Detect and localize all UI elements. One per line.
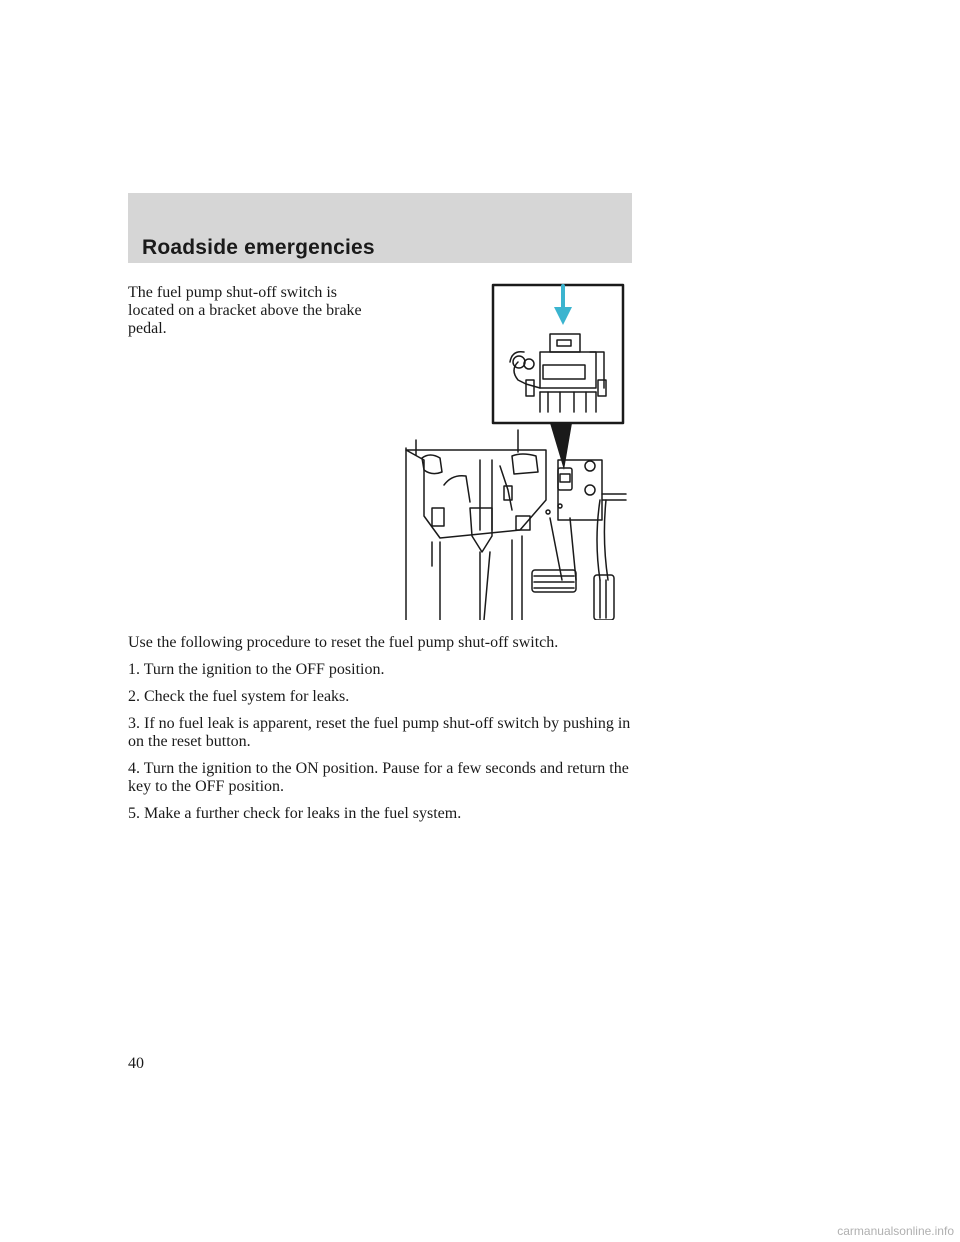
intro-paragraph: The fuel pump shut-off switch is located on a bracket above the brake pedal.	[128, 284, 362, 337]
procedure-lead: Use the following procedure to reset the fuel pump shut-off switch.	[128, 634, 559, 651]
procedure-step: 1. Turn the ignition to the OFF position.	[128, 661, 385, 678]
procedure-step: 5. Make a further check for leaks in the fuel system.	[128, 805, 462, 822]
procedure-step: 3. If no fuel leak is apparent, reset the fuel pump shut-off switch by pushing in on the reset button.	[128, 715, 631, 750]
watermark-text: carmanualsonline.info	[837, 1224, 954, 1238]
procedure-section	[128, 634, 638, 832]
procedure-step: 4. Turn the ignition to the ON position. Pause for a few seconds and return the key to the OFF position.	[128, 760, 629, 795]
fuel-pump-switch-figure	[400, 280, 630, 620]
fuel-pump-shutoff-switch-diagram-icon	[400, 280, 630, 620]
page-number: 40	[128, 1055, 144, 1072]
section-title: Roadside emergencies	[142, 236, 375, 259]
procedure-step: 2. Check the fuel system for leaks.	[128, 688, 350, 705]
